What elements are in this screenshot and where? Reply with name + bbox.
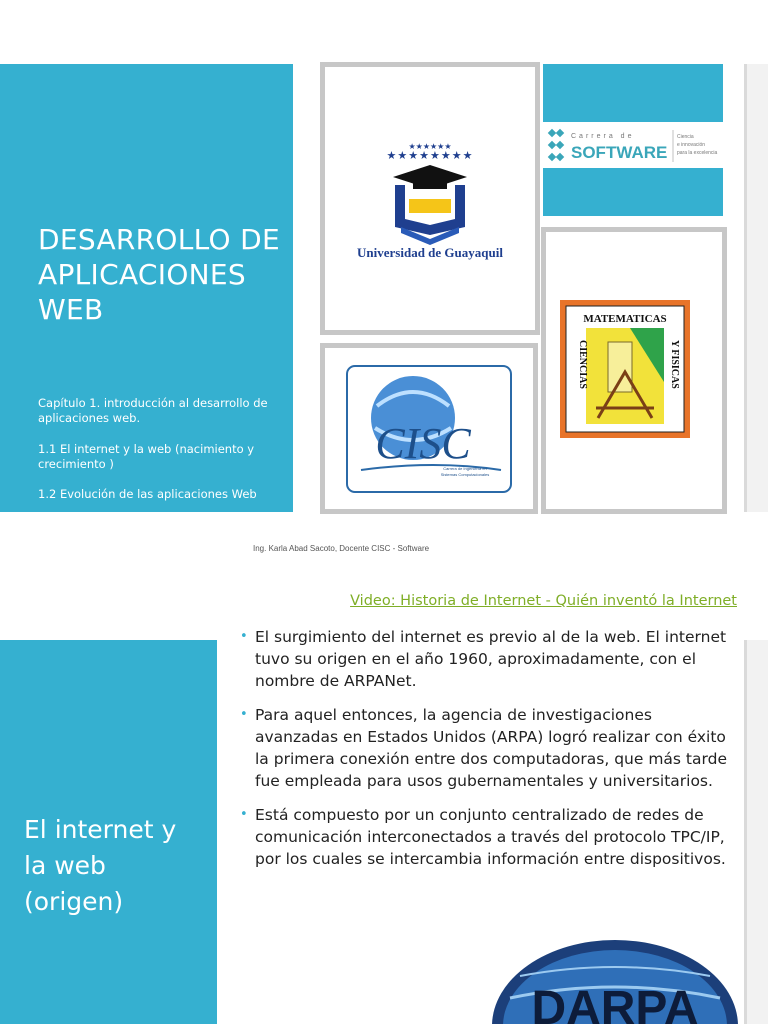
svg-text:Ciencia: Ciencia <box>677 134 694 140</box>
subtitle-section-1-2: 1.2 Evolución de las aplicaciones Web <box>38 487 257 501</box>
bullet-icon: • <box>240 807 248 822</box>
video-link[interactable]: Video: Historia de Internet - Quién inventó la Internet <box>350 593 737 609</box>
svg-text:MATEMATICAS: MATEMATICAS <box>583 313 667 325</box>
cisc-logo-tile <box>320 343 538 514</box>
svg-text:Carrera de Ingeniería en: Carrera de Ingeniería en <box>443 466 487 471</box>
list-item: • Para aquel entonces, la agencia de investigaciones avanzadas en Estados Unidos (ARPA) logró realizar con éxito la primera conexión entre dos computadoras, que más tarde fue empleada para usos gubernamentales y universitarios. <box>240 706 727 790</box>
subtitle-chapter: Capítulo 1. introducción al desarrollo de aplicaciones web. <box>38 396 268 425</box>
list-item: • El surgimiento del internet es previo al de la web. El internet tuvo su origen en el año 1960, aproximadamente, con el nombre de ARPANet. <box>240 628 727 690</box>
next-slide-edge-2 <box>744 640 768 1024</box>
svg-text:Y FISICAS: Y FISICAS <box>669 340 680 389</box>
ug-logo-text: Universidad de Guayaquil <box>357 245 503 260</box>
slide2-title: El internet y la web (origen) <box>24 815 177 916</box>
svg-text:SOFTWARE: SOFTWARE <box>571 143 668 162</box>
matematicas-logo <box>546 232 722 509</box>
svg-text:Sistemas Computacionales: Sistemas Computacionales <box>440 472 490 477</box>
svg-text:CISC: CISC <box>375 419 471 468</box>
slide-title: DESARROLLO DE APLICACIONES WEB <box>38 223 280 326</box>
bullet-icon: • <box>240 629 248 644</box>
matematicas-logo-tile <box>541 227 727 514</box>
svg-text:e innovación: e innovación <box>677 142 706 148</box>
software-logo <box>543 122 723 168</box>
svg-text:★★★★★★: ★★★★★★ <box>408 142 452 151</box>
svg-text:CIENCIAS: CIENCIAS <box>577 340 588 389</box>
slide-footer: Ing. Karla Abad Sacoto, Docente CISC - Software <box>253 544 430 553</box>
darpa-logo <box>490 936 740 1024</box>
next-slide-edge <box>744 64 768 512</box>
ug-crest-icon <box>325 67 535 330</box>
cisc-logo <box>325 348 533 509</box>
bullet-icon: • <box>240 707 248 722</box>
bullet-list <box>240 626 735 882</box>
svg-text:para la excelencia: para la excelencia <box>677 150 718 156</box>
software-logo-tile <box>543 64 723 216</box>
darpa-text: DARPA <box>531 982 699 1024</box>
ug-logo-tile <box>320 62 540 335</box>
list-item: • Está compuesto por un conjunto centralizado de redes de comunicación interconectados a través del protocolo TPC/IP, por los cuales se intercambia información entre dispositivos. <box>240 806 726 868</box>
svg-text:Carrera de: Carrera de <box>571 133 635 140</box>
svg-text:★★★★★★★★: ★★★★★★★★ <box>386 149 474 162</box>
subtitle-section-1-1: 1.1 El internet y la web (nacimiento y crecimiento ) <box>38 442 255 471</box>
